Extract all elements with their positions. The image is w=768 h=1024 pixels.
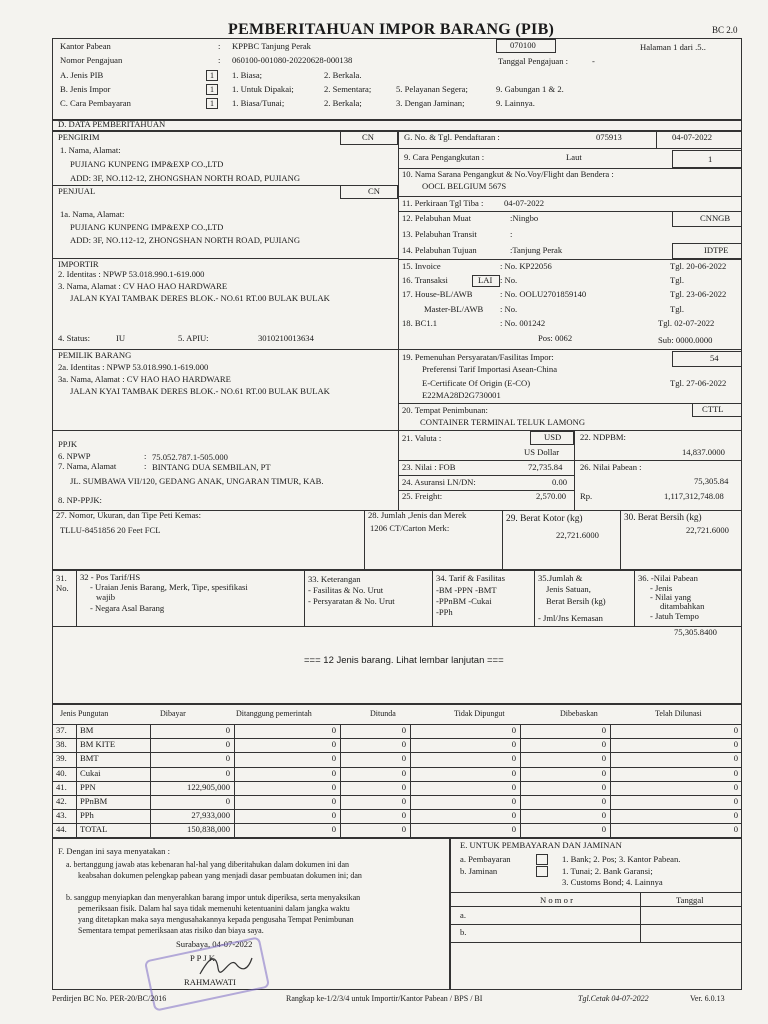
signature-icon bbox=[196, 950, 256, 980]
ppjk-alamat: JL. SUMBAWA VII/120, GEDANG ANAK, UNGARAN TIMUR, KAB. bbox=[70, 476, 324, 486]
pemilik-heading: PEMILIK BARANG bbox=[58, 350, 132, 360]
nomor-header: N o m o r bbox=[540, 895, 573, 905]
option: 1. Biasa; bbox=[232, 70, 263, 80]
divider bbox=[450, 892, 742, 893]
pungutan-row-name: BM bbox=[80, 725, 94, 735]
valuta-name: US Dollar bbox=[524, 447, 560, 457]
valuta-code: USD bbox=[544, 432, 562, 442]
invoice-date: Tgl. 20-06-2022 bbox=[670, 261, 727, 271]
option: 9. Gabungan 1 & 2. bbox=[496, 84, 564, 94]
divider bbox=[52, 795, 742, 796]
ppjk-npwp-value: 75.052.787.1-505.000 bbox=[152, 452, 228, 462]
col-34-d: -PPh bbox=[436, 607, 453, 617]
colon: : bbox=[218, 55, 221, 65]
col-34-a: 34. Tarif & Fasilitas bbox=[436, 573, 505, 583]
master-bl-date: Tgl. bbox=[670, 304, 685, 314]
divider bbox=[76, 570, 77, 626]
divider bbox=[52, 738, 742, 739]
ndpbm-value: 14,837.0000 bbox=[682, 447, 725, 457]
asuransi-label: 24. Asuransi LN/DN: bbox=[402, 477, 476, 487]
pungutan-row-name: PPnBM bbox=[80, 796, 108, 806]
col-31: 31. bbox=[56, 573, 67, 583]
ppjk-nama-value: BINTANG DUA SEMBILAN, PT bbox=[152, 462, 271, 472]
apiu-label: 5. APIU: bbox=[178, 333, 209, 343]
fasilitas-code-box bbox=[672, 351, 742, 367]
divider bbox=[634, 570, 635, 626]
divider bbox=[52, 430, 398, 431]
divider bbox=[52, 781, 742, 782]
importir-alamat: JALAN KYAI TAMBAK DERES BLOK.- NO.61 RT.00 BULAK BULAK bbox=[70, 293, 330, 303]
rupiah-label: Rp. bbox=[580, 491, 593, 501]
asuransi-value: 0.00 bbox=[552, 477, 568, 487]
fasilitas-date: Tgl. 27-06-2022 bbox=[670, 378, 727, 388]
pemilik-alamat: JALAN KYAI TAMBAK DERES BLOK.- NO.61 RT.00 BULAK BULAK bbox=[70, 386, 330, 396]
nilai-pabean-label: 26. Nilai Pabean : bbox=[580, 462, 642, 472]
divider bbox=[52, 626, 742, 627]
footer-print-date: Tgl.Cetak 04-07-2022 bbox=[578, 994, 649, 1003]
pendaftaran-date: 04-07-2022 bbox=[672, 132, 713, 142]
signer-name: RAHMAWATI bbox=[184, 977, 236, 987]
pungutan-cell: 0 bbox=[511, 753, 516, 764]
pungutan-row-name: PPh bbox=[80, 810, 94, 821]
declaration-b2: pemeriksaan fisik. Dalam hal saya tidak memenuhi ketentuanini dalam jangka waktu bbox=[78, 904, 350, 913]
transit-label: 13. Pelabuhan Transit bbox=[402, 229, 477, 239]
col-35-a: 35.Jumlah & bbox=[538, 573, 583, 583]
pungutan-cell: 0 bbox=[733, 781, 738, 792]
cara-pembayaran-box: 1 bbox=[206, 98, 218, 109]
divider bbox=[640, 892, 641, 942]
pungutan-cell: 0 bbox=[401, 810, 406, 821]
fasilitas-code: 54 bbox=[710, 353, 719, 363]
col-32-b: - Uraian Jenis Barang, Merk, Tipe, spesifikasi bbox=[90, 582, 248, 592]
form-title: PEMBERITAHUAN IMPOR BARANG (PIB) bbox=[228, 21, 555, 38]
pungutan-cell: 0 bbox=[733, 810, 738, 821]
pungutan-cell: 0 bbox=[733, 739, 738, 750]
divider bbox=[52, 809, 742, 810]
berat-kotor-value: 22,721.6000 bbox=[556, 530, 599, 540]
divider bbox=[52, 767, 742, 768]
pungutan-header: Dibayar bbox=[160, 709, 186, 718]
bc11-label: 18. BC1.1 bbox=[402, 318, 438, 328]
divider bbox=[574, 460, 575, 511]
col-36-b: - Jenis bbox=[650, 583, 673, 593]
cara-pembayaran-label: C. Cara Pembayaran bbox=[60, 98, 131, 108]
pengirim-label: 1. Nama, Alamat: bbox=[60, 145, 121, 155]
jenis-pib-box: 1 bbox=[206, 70, 218, 81]
divider bbox=[364, 510, 365, 570]
pungutan-header: Jenis Pungutan bbox=[60, 709, 109, 718]
pungutan-cell: 122,905,000 bbox=[187, 781, 230, 792]
divider bbox=[432, 570, 433, 626]
tujuan-value: :Tanjung Perak bbox=[510, 245, 563, 255]
pengirim-address: ADD: 3F, NO.112-12, ZHONGSHAN NORTH ROAD, PUJIANG bbox=[70, 173, 301, 183]
jaminan-label: b. Jaminan bbox=[460, 866, 498, 876]
pungutan-header: Ditunda bbox=[370, 709, 396, 718]
status-value: IU bbox=[116, 333, 126, 343]
pungutan-cell: 0 bbox=[401, 725, 406, 735]
divider bbox=[304, 570, 305, 626]
col-32-c: wajib bbox=[96, 592, 116, 602]
pungutan-cell: 0 bbox=[225, 767, 230, 778]
muat-code: CNNGB bbox=[700, 213, 731, 223]
status-label: 4. Status: bbox=[58, 333, 90, 343]
divider bbox=[574, 430, 575, 461]
pungutan-cell: 0 bbox=[331, 725, 336, 735]
tanggal-pengajuan-value: - bbox=[592, 56, 595, 66]
penjual-name: PUJIANG KUNPENG IMP&EXP CO.,LTD bbox=[70, 222, 224, 232]
tiba-label: 11. Perkiraan Tgl Tiba : bbox=[402, 198, 484, 208]
pungutan-cell: 0 bbox=[733, 824, 738, 835]
divider bbox=[450, 906, 742, 907]
nilai-pabean-usd: 75,305.84 bbox=[694, 476, 729, 486]
pungutan-cell: 0 bbox=[601, 767, 606, 778]
col-33-b: - Fasilitas & No. Urut bbox=[308, 585, 384, 595]
cara-angkut-label: 9. Cara Pengangkutan : bbox=[404, 152, 485, 162]
option: 3. Dengan Jaminan; bbox=[396, 98, 465, 108]
pungutan-cell: 0 bbox=[511, 781, 516, 792]
col-35-b: Jenis Satuan, bbox=[546, 584, 591, 594]
berat-kotor-label: 29. Berat Kotor (kg) bbox=[506, 514, 583, 524]
cara-angkut-code-box bbox=[672, 150, 742, 168]
master-bl-value: : No. bbox=[500, 304, 518, 314]
nomor-pengajuan-value: 060100-001080-20220628-000138 bbox=[232, 55, 353, 65]
pungutan-row-no: 41. bbox=[56, 781, 67, 792]
payment-row-a: a. bbox=[460, 910, 466, 920]
option: 9. Lainnya. bbox=[496, 98, 535, 108]
pungutan-row-name: BM KITE bbox=[80, 739, 116, 750]
col-33-a: 33. Keterangan bbox=[308, 574, 361, 584]
transaksi-value: : No. bbox=[500, 275, 518, 285]
pengirim-country: CN bbox=[362, 132, 374, 142]
pungutan-cell: 0 bbox=[601, 824, 606, 835]
pungutan-cell: 27,933,000 bbox=[191, 810, 230, 821]
timbun-label: 20. Tempat Penimbunan: bbox=[402, 405, 488, 415]
pungutan-cell: 0 bbox=[401, 753, 406, 764]
footer-regulation: Perdirjen BC No. PER-20/BC/2016 bbox=[52, 994, 167, 1003]
declaration-b4: Sementara tempat pemeriksaan atas risiko dan biaya saya. bbox=[78, 926, 264, 935]
ppjk-heading: PPJK bbox=[58, 439, 78, 449]
pungutan-row-no: 44. bbox=[56, 824, 67, 835]
colon: : bbox=[144, 451, 147, 461]
option: 2. Berkala; bbox=[324, 98, 362, 108]
pungutan-cell: 0 bbox=[331, 796, 336, 806]
tiba-value: 04-07-2022 bbox=[504, 198, 545, 208]
pungutan-cell: 0 bbox=[225, 753, 230, 764]
pembayaran-label: a. Pembayaran bbox=[460, 854, 511, 864]
bc11-date: Tgl. 02-07-2022 bbox=[658, 318, 715, 328]
pungutan-cell: 0 bbox=[601, 725, 606, 735]
pungutan-cell: 0 bbox=[511, 824, 516, 835]
jenis-impor-label: B. Jenis Impor bbox=[60, 84, 111, 94]
col-36-a: 36. -Nilai Pabean bbox=[638, 573, 698, 583]
pungutan-cell: 0 bbox=[601, 781, 606, 792]
pungutan-header: Telah Dilunasi bbox=[655, 709, 702, 718]
np-ppjk-label: 8. NP-PPJK: bbox=[58, 495, 102, 505]
transaksi-date: Tgl. bbox=[670, 275, 685, 285]
divider bbox=[398, 148, 742, 149]
pungutan-cell: 0 bbox=[331, 767, 336, 778]
pungutan-cell: 0 bbox=[401, 739, 406, 750]
transaksi-code: LAI bbox=[478, 275, 493, 285]
nilai-label: 23. Nilai : FOB bbox=[402, 462, 456, 472]
pembayaran-box bbox=[536, 854, 548, 865]
col-36-e: - Jatuh Tempo bbox=[650, 611, 699, 621]
pembayaran-options: 1. Bank; 2. Pos; 3. Kantor Pabean. bbox=[562, 854, 681, 864]
declaration-a2: keabsahan dokumen pelengkap pabean yang menjadi dasar pembuatan dokumen ini; dan bbox=[78, 871, 362, 880]
muat-value: :Ningbo bbox=[510, 213, 539, 223]
pungutan-cell: 0 bbox=[401, 767, 406, 778]
pendaftaran-no: 075913 bbox=[596, 132, 622, 142]
valuta-label: 21. Valuta : bbox=[402, 433, 442, 443]
pungutan-row-name: Cukai bbox=[80, 767, 101, 778]
pemilik-nama: 3a. Nama, Alamat : CV HAO HAO HARDWARE bbox=[58, 374, 231, 384]
pungutan-row-no: 37. bbox=[56, 725, 67, 735]
pungutan-row-name: TOTAL bbox=[80, 824, 108, 835]
pungutan-cell: 0 bbox=[331, 781, 336, 792]
pungutan-cell: 0 bbox=[511, 810, 516, 821]
pungutan-row-no: 38. bbox=[56, 739, 67, 750]
col-34-b: -BM -PPN -BMT bbox=[436, 585, 497, 595]
divider bbox=[398, 259, 742, 260]
muat-label: 12. Pelabuhan Muat bbox=[402, 213, 471, 223]
fasilitas-line3: E22MA28D2G730001 bbox=[422, 390, 501, 400]
pungutan-cell: 0 bbox=[331, 739, 336, 750]
section-d-title: D. DATA PEMBERITAHUAN bbox=[58, 119, 166, 129]
jaminan-box bbox=[536, 866, 548, 877]
pungutan-cell: 0 bbox=[331, 824, 336, 835]
col-33-c: - Persyaratan & No. Urut bbox=[308, 596, 395, 606]
divider bbox=[52, 823, 742, 824]
kantor-pabean-value: KPPBC Tanjung Perak bbox=[232, 41, 311, 51]
colon: : bbox=[144, 461, 147, 471]
bc11-value: : No. 001242 bbox=[500, 318, 546, 328]
footer-version: Ver. 6.0.13 bbox=[690, 994, 725, 1003]
option: 1. Biasa/Tunai; bbox=[232, 98, 285, 108]
bc11-sub: Sub: 0000.0000 bbox=[658, 335, 713, 345]
tanggal-header: Tanggal bbox=[676, 895, 704, 905]
fasilitas-line1: Preferensi Tarif Importasi Asean-China bbox=[422, 364, 558, 374]
kemas-value: TLLU-8451856 20 Feet FCL bbox=[60, 525, 161, 535]
divider bbox=[52, 752, 742, 753]
col-34-c: -PPnBM -Cukai bbox=[436, 596, 492, 606]
payment-heading: E. UNTUK PEMBAYARAN DAN JAMINAN bbox=[460, 840, 622, 850]
pungutan-cell: 0 bbox=[401, 824, 406, 835]
kemas-label: 27. Nomor, Ukuran, dan Tipe Peti Kemas: bbox=[56, 510, 202, 520]
master-bl-label: Master-BL/AWB bbox=[424, 304, 484, 314]
pungutan-cell: 0 bbox=[511, 767, 516, 778]
pungutan-row-no: 43. bbox=[56, 810, 67, 821]
declaration-a1: a. bertanggung jawab atas kebenaran hal-hal yang diberitahukan dalam dokumen ini dan bbox=[66, 860, 350, 869]
option: 2. Berkala. bbox=[324, 70, 362, 80]
pungutan-cell: 0 bbox=[225, 725, 230, 735]
divider bbox=[534, 570, 535, 626]
col-31-no: No. bbox=[56, 583, 69, 593]
pungutan-cell: 0 bbox=[401, 796, 406, 806]
pungutan-cell: 0 bbox=[601, 753, 606, 764]
bc11-pos: Pos: 0062 bbox=[538, 333, 573, 343]
option: 5. Pelayanan Segera; bbox=[396, 84, 468, 94]
apiu-value: 3010210013634 bbox=[258, 333, 314, 343]
penjual-label: 1a. Nama, Alamat: bbox=[60, 209, 125, 219]
transit-value: : bbox=[510, 229, 513, 239]
place-date: Surabaya, 04-07-2022 bbox=[176, 939, 253, 949]
signer-role: P P J K bbox=[190, 953, 215, 963]
berat-bersih-value: 22,721.6000 bbox=[686, 525, 729, 535]
pendaftaran-label: G. No. & Tgl. Pendaftaran : bbox=[404, 132, 500, 142]
importir-heading: IMPORTIR bbox=[58, 259, 99, 269]
declaration-heading: F. Dengan ini saya menyatakan : bbox=[58, 846, 170, 856]
items-note: === 12 Jenis barang. Lihat lembar lanjutan === bbox=[304, 655, 504, 666]
divider bbox=[398, 349, 742, 350]
house-bl-date: Tgl. 23-06-2022 bbox=[670, 289, 727, 299]
kantor-code: 070100 bbox=[510, 40, 536, 50]
jaminan-options-2: 3. Customs Bond; 4. Lainnya bbox=[562, 877, 663, 887]
importir-nama: 3. Nama, Alamat : CV HAO HAO HARDWARE bbox=[58, 281, 228, 291]
pengirim-name: PUJIANG KUNPENG IMP&EXP CO.,LTD bbox=[70, 159, 224, 169]
kantor-pabean-label: Kantor Pabean bbox=[60, 41, 111, 51]
tujuan-code: IDTPE bbox=[704, 245, 729, 255]
freight-label: 25. Freight: bbox=[402, 491, 443, 501]
invoice-value: : No. KP22056 bbox=[500, 261, 552, 271]
cara-angkut-code: 1 bbox=[708, 154, 713, 164]
nomor-pengajuan-label: Nomor Pengajuan bbox=[60, 55, 123, 65]
divider bbox=[620, 510, 621, 570]
col-32-a: 32 - Pos Tarif/HS bbox=[80, 572, 141, 582]
pungutan-header: Ditanggung pemerintah bbox=[236, 709, 312, 718]
jenis-pib-label: A. Jenis PIB bbox=[60, 70, 104, 80]
invoice-label: 15. Invoice bbox=[402, 261, 441, 271]
sarana-label: 10. Nama Sarana Pengangkut & No.Voy/Flight dan Bendera : bbox=[402, 169, 614, 179]
ndpbm-label: 22. NDPBM: bbox=[580, 432, 626, 442]
cara-angkut-value: Laut bbox=[566, 152, 582, 162]
footer-copies: Rangkap ke-1/2/3/4 untuk Importir/Kantor Pabean / BPS / BI bbox=[286, 994, 483, 1003]
col-36-d: ditambahkan bbox=[660, 601, 705, 611]
declaration-b1: b. sanggup menyiapkan dan menyerahkan barang impor untuk diperiksa, serta menyaksikan bbox=[66, 893, 361, 902]
pengirim-heading: PENGIRIM bbox=[58, 132, 100, 142]
pungutan-cell: 0 bbox=[225, 739, 230, 750]
house-bl-label: 17. House-BL/AWB bbox=[402, 289, 473, 299]
jumlah-label: 28. Jumlah ,Jenis dan Merek bbox=[368, 510, 467, 520]
pungutan-cell: 0 bbox=[601, 739, 606, 750]
tanggal-pengajuan-label: Tanggal Pengajuan : bbox=[498, 56, 569, 66]
divider bbox=[450, 924, 742, 925]
pungutan-row-name: PPN bbox=[80, 781, 96, 792]
option: 1. Untuk Dipakai; bbox=[232, 84, 294, 94]
col-35-d: - Jml/Jns Kemasan bbox=[538, 613, 603, 623]
pungutan-header: Tidak Dipungut bbox=[454, 709, 505, 718]
col-36-c: - Nilai yang bbox=[650, 592, 692, 602]
option: 2. Sementara; bbox=[324, 84, 372, 94]
pungutan-row-no: 42. bbox=[56, 796, 67, 806]
pungutan-cell: 0 bbox=[733, 796, 738, 806]
pungutan-cell: 0 bbox=[331, 810, 336, 821]
ppjk-nama-label: 7. Nama, Alamat bbox=[58, 461, 117, 471]
divider bbox=[450, 942, 742, 943]
pungutan-row-no: 39. bbox=[56, 753, 67, 764]
divider bbox=[398, 475, 574, 476]
house-bl-value: : No. OOLU2701859140 bbox=[500, 289, 587, 299]
pungutan-cell: 0 bbox=[601, 796, 606, 806]
pungutan-row-no: 40. bbox=[56, 767, 67, 778]
page-indicator: Halaman 1 dari .5.. bbox=[640, 42, 706, 52]
freight-value: 2,570.00 bbox=[536, 491, 567, 501]
column-divider bbox=[398, 131, 399, 511]
transaksi-label: 16. Transaksi bbox=[402, 275, 448, 285]
berat-bersih-label: 30. Berat Bersih (kg) bbox=[624, 512, 702, 522]
pungutan-cell: 0 bbox=[225, 796, 230, 806]
divider bbox=[398, 403, 742, 404]
divider bbox=[502, 510, 503, 570]
divider bbox=[52, 724, 742, 725]
penjual-address: ADD: 3F, NO.112-12, ZHONGSHAN NORTH ROAD, PUJIANG bbox=[70, 235, 301, 245]
pungutan-cell: 0 bbox=[401, 781, 406, 792]
pungutan-cell: 0 bbox=[511, 796, 516, 806]
importir-identitas: 2. Identitas : NPWP 53.018.990.1-619.000 bbox=[58, 269, 205, 279]
penjual-country: CN bbox=[368, 186, 380, 196]
pungutan-cell: 0 bbox=[601, 810, 606, 821]
jenis-impor-box: 1 bbox=[206, 84, 218, 95]
form-code: BC 2.0 bbox=[712, 25, 738, 35]
col-35-c: Berat Bersih (kg) bbox=[546, 596, 606, 606]
timbun-value: CONTAINER TERMINAL TELUK LAMONG bbox=[420, 417, 586, 427]
sarana-value: OOCL BELGIUM 567S bbox=[422, 181, 507, 191]
pungutan-cell: 0 bbox=[511, 739, 516, 750]
jumlah-value: 1206 CT/Carton Merk: bbox=[370, 523, 450, 533]
pungutan-cell: 0 bbox=[511, 725, 516, 735]
pungutan-cell: 0 bbox=[733, 753, 738, 764]
divider bbox=[656, 131, 657, 148]
nilai-value: 72,735.84 bbox=[528, 462, 563, 472]
col-32-d: - Negara Asal Barang bbox=[90, 603, 165, 613]
pungutan-cell: 150,838,000 bbox=[187, 824, 230, 835]
ppjk-npwp-label: 6. NPWP bbox=[58, 451, 91, 461]
timbun-code: CTTL bbox=[702, 404, 724, 414]
jaminan-options-1: 1. Tunai; 2. Bank Garansi; bbox=[562, 866, 653, 876]
payment-row-b: b. bbox=[460, 927, 467, 937]
tujuan-label: 14. Pelabuhan Tujuan bbox=[402, 245, 477, 255]
pungutan-row-name: BMT bbox=[80, 753, 99, 764]
fasilitas-label: 19. Pemenuhan Persyaratan/Fasilitas Impor: bbox=[402, 352, 554, 362]
pungutan-cell: 0 bbox=[733, 725, 738, 735]
pungutan-cell: 0 bbox=[733, 767, 738, 778]
fasilitas-line2: E-Certificate Of Origin (E-CO) bbox=[422, 378, 531, 388]
pungutan-header: Dibebaskan bbox=[560, 709, 598, 718]
divider bbox=[398, 460, 742, 461]
declaration-b3: yang ditetapkan maka saya mengusahakannya kepada pengusaha Tempat Penimbunan bbox=[78, 915, 354, 924]
penjual-heading: PENJUAL bbox=[58, 186, 96, 196]
pungutan-cell: 0 bbox=[331, 753, 336, 764]
items-total-value: 75,305.8400 bbox=[674, 627, 717, 637]
rupiah-value: 1,117,312,748.08 bbox=[664, 491, 724, 501]
pemilik-identitas: 2a. Identitas : NPWP 53.018.990.1-619.000 bbox=[58, 362, 209, 372]
colon: : bbox=[218, 41, 221, 51]
divider bbox=[398, 196, 742, 197]
divider bbox=[52, 258, 398, 259]
